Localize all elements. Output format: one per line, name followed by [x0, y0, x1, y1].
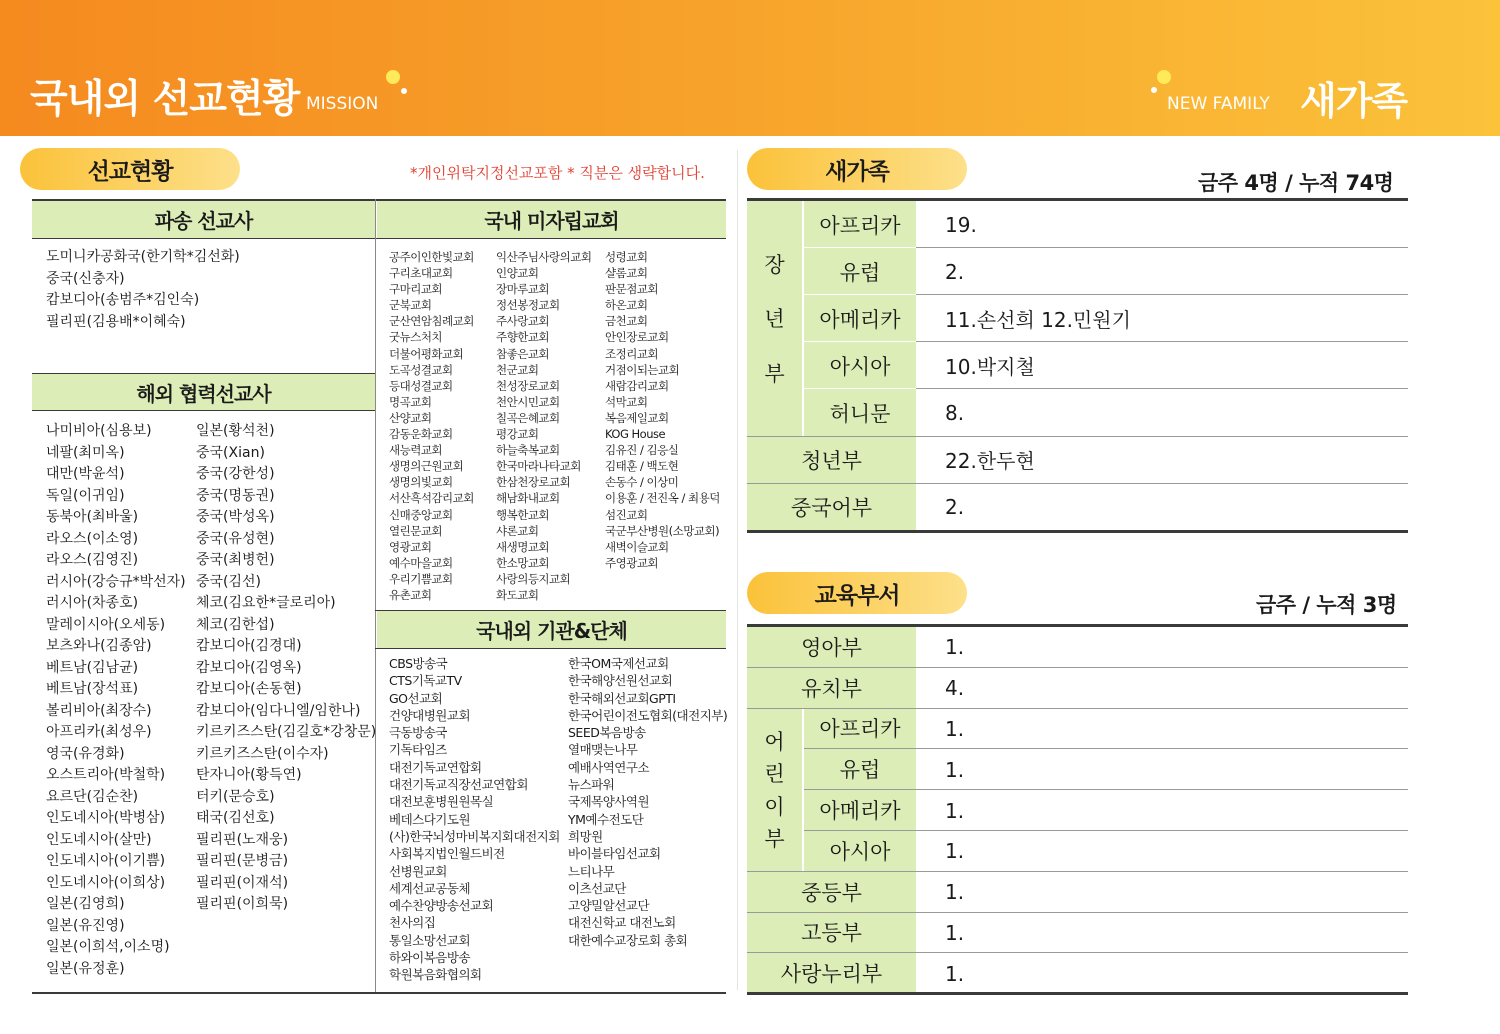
list-item: 사회복지법인월드비전 — [389, 846, 505, 862]
row-value: 4. — [945, 676, 965, 701]
list-item: 산양교회 — [389, 410, 432, 425]
row-separator — [916, 247, 1408, 248]
list-item: 정선봉정교회 — [496, 298, 560, 313]
list-item: 캄보디아(김경대) — [196, 638, 302, 654]
list-item: 필리핀(이희묵) — [196, 896, 289, 912]
list-item: 인도네시아(살만) — [46, 831, 152, 848]
list-item: 하늘축복교회 — [496, 443, 560, 458]
list-item: 판문점교회 — [605, 282, 659, 297]
list-item: SEED복음방송 — [568, 725, 646, 741]
list-item: 김태훈 / 백도현 — [605, 459, 679, 474]
list-item: 한소망교회 — [496, 555, 550, 570]
row-label: 유치부 — [747, 668, 916, 708]
list-item: 일본(유진영) — [46, 917, 125, 934]
list-item: 대전보훈병원원목실 — [389, 794, 494, 810]
list-item: 조정리교회 — [605, 346, 659, 361]
row-value: 1. — [945, 635, 965, 660]
list-item: 주사랑교회 — [496, 314, 550, 329]
list-item: 영광교회 — [389, 539, 432, 554]
list-item: 이용훈 / 전진옥 / 최용덕 — [605, 491, 720, 506]
list-item: 굿뉴스처치 — [389, 330, 443, 345]
list-item: 베트남(김남균) — [46, 659, 139, 676]
row-label: 청년부 — [747, 437, 916, 483]
education-pill: 교육부서 — [747, 572, 967, 614]
list-item: 러시아(차종호) — [46, 595, 139, 611]
list-item: 한국해외선교회GPTI — [568, 690, 676, 706]
list-item: 금천교회 — [605, 314, 648, 329]
list-item: 캄보디아(김영옥) — [196, 659, 302, 676]
list-item: 중국(김선) — [196, 573, 262, 590]
list-item: 샤론교회 — [496, 523, 539, 538]
list-item: 건양대병원교회 — [389, 707, 471, 723]
list-item: 천군교회 — [496, 362, 539, 377]
list-item: 군북교회 — [389, 298, 432, 313]
list-item: 도곡성결교회 — [389, 362, 453, 377]
divider-rule — [32, 410, 375, 411]
dot-icon — [1157, 70, 1171, 84]
mission-pill: 선교현황 — [20, 148, 240, 190]
list-item: 베트남(장석표) — [46, 681, 139, 697]
list-item: 주영광교회 — [605, 555, 659, 570]
list-item: 안인장로교회 — [605, 330, 669, 345]
list-item: 섬진교회 — [605, 507, 648, 522]
list-item: 더불어평화교회 — [389, 346, 464, 361]
header-banner — [0, 0, 1500, 136]
list-item: 화도교회 — [496, 587, 539, 602]
list-item: 한국마라나타교회 — [496, 459, 581, 474]
row-value: 1. — [945, 920, 965, 945]
group-label-char: 이 — [764, 794, 785, 819]
list-item: 대전신학교 대전노회 — [568, 915, 676, 931]
row-value: 1. — [945, 839, 965, 864]
list-item: YM예수전도단 — [568, 811, 644, 827]
orgs-list-col1 — [389, 655, 560, 984]
list-item: 우리기쁨교회 — [389, 571, 453, 586]
list-item: 일본(황석천) — [196, 423, 275, 439]
list-item: 대만(박윤석) — [46, 466, 125, 482]
list-item: 필리핀(노재웅) — [196, 831, 289, 848]
list-item: 학원복음화협의회 — [389, 967, 482, 983]
list-item: 석막교회 — [605, 394, 648, 409]
list-item: CBS방송국 — [389, 656, 448, 671]
list-item: 해남화내교회 — [496, 491, 560, 506]
list-item: 뉴스파워 — [568, 777, 615, 793]
row-value: 2. — [945, 494, 965, 519]
row-label: 중등부 — [747, 872, 916, 912]
list-item: 한국OM국제선교회 — [568, 656, 669, 671]
list-item: 샬롬교회 — [605, 266, 648, 281]
newfamily-stat: 금주 4명 / 누적 74명 — [1198, 171, 1394, 195]
list-item: 국군부산병원(소망교회) — [605, 523, 720, 538]
list-item: 유촌교회 — [389, 587, 432, 602]
list-item: 예수찬양방송선교회 — [389, 898, 494, 914]
list-item: 중국(강한성) — [196, 466, 275, 482]
domestic-heading: 국내 미자립교회 — [377, 201, 726, 238]
mission-subtitle: MISSION — [306, 94, 379, 114]
newfamily-pill: 새가족 — [747, 148, 967, 190]
list-item: 장마루교회 — [496, 282, 550, 297]
list-item: 김유진 / 김응실 — [605, 443, 679, 458]
dispatched-list — [46, 247, 240, 333]
list-item: 공주이인한빛교회 — [389, 250, 474, 264]
list-item: 탄자니아(황득연) — [196, 767, 302, 783]
list-item: 감동운화교회 — [389, 427, 453, 442]
list-item: 중국(명동권) — [196, 487, 275, 504]
mission-title: 국내외 선교현황 — [30, 77, 300, 122]
domestic-list-col1 — [389, 249, 474, 603]
education-stat: 금주 / 누적 3명 — [1256, 593, 1397, 617]
list-item: 오스트리아(박철학) — [46, 767, 166, 783]
list-item: 서산흑석감리교회 — [389, 491, 474, 506]
row-label: 유럽 — [804, 749, 916, 789]
row-label: 아프리카 — [804, 201, 916, 248]
group-label-char: 린 — [764, 762, 785, 787]
newfamily-title: 새가족 — [1300, 79, 1408, 123]
orgs-heading: 국내외 기관&단체 — [377, 611, 726, 648]
list-item: 중국(유성현) — [196, 530, 275, 547]
page-divider — [737, 150, 738, 990]
list-item: 말레이시아(오세동) — [46, 616, 166, 633]
row-separator — [916, 388, 1408, 389]
divider-rule — [32, 238, 726, 239]
list-item: 사랑의등지교회 — [496, 571, 571, 586]
list-item: 새벽이슬교회 — [605, 539, 669, 554]
list-item: 라오스(이소영) — [46, 530, 139, 547]
list-item: 새람감리교회 — [605, 378, 669, 393]
list-item: (사)한국뇌성마비복지회대전지회 — [389, 828, 560, 844]
list-item: 행복한교회 — [496, 507, 550, 522]
list-item: 천성장로교회 — [496, 378, 560, 393]
list-item: 아프리카(최성우) — [46, 724, 152, 740]
list-item: KOG House — [605, 427, 666, 442]
row-value: 19. — [945, 212, 977, 237]
list-item: 영국(유경화) — [46, 745, 125, 762]
list-item: 인도네시아(이기쁨) — [46, 853, 166, 869]
dot-icon — [1151, 87, 1157, 93]
row-label: 아시아 — [804, 831, 916, 871]
overseas-list-col2 — [196, 421, 376, 916]
list-item: 하온교회 — [605, 298, 648, 313]
list-item: 대한예수교장로회 총회 — [568, 932, 688, 948]
list-item: 태국(김선호) — [196, 810, 275, 826]
list-item: 라오스(김영진) — [46, 552, 139, 568]
list-item: 보츠와나(김종암) — [46, 638, 152, 654]
list-item: 느티나무 — [568, 863, 615, 879]
list-item: 동북아(최바울) — [46, 509, 139, 525]
divider-rule — [32, 992, 726, 994]
list-item: 바이블타임선교회 — [568, 846, 661, 862]
group-label-char: 어 — [764, 730, 785, 755]
list-item: 캄보디아(송범주*김인숙) — [46, 292, 200, 308]
group-label-char: 부 — [764, 362, 785, 387]
list-item: 열매맺는나무 — [568, 742, 638, 758]
row-label: 아메리카 — [804, 295, 916, 342]
overseas-list-col1 — [46, 421, 186, 980]
divider-rule — [747, 530, 1408, 533]
row-label: 아프리카 — [804, 709, 916, 749]
list-item: 러시아(강승규*박선자) — [46, 573, 186, 590]
divider-rule — [375, 648, 726, 649]
list-item: 천사의집 — [389, 915, 436, 931]
newfamily-subtitle: NEW FAMILY — [1167, 94, 1270, 114]
list-item: 주향한교회 — [496, 330, 550, 345]
row-value: 11.손선희 12.민원기 — [945, 308, 1131, 332]
group-label — [747, 201, 802, 436]
list-item: 일본(김영희) — [46, 896, 125, 912]
list-item: 익산주님사랑의교회 — [496, 250, 592, 264]
list-item: CTS기독교TV — [389, 673, 462, 689]
group-label — [747, 709, 802, 871]
row-label: 유럽 — [804, 248, 916, 295]
list-item: 인도네시아(박병삼) — [46, 810, 166, 826]
list-item: 중국(신충자) — [46, 270, 125, 287]
list-item: 기독타임즈 — [389, 742, 447, 758]
list-item: 손동수 / 이상미 — [605, 475, 679, 490]
list-item: 복음제일교회 — [605, 410, 669, 425]
group-label-text — [764, 236, 784, 401]
list-item: 키르키즈스탄(이수자) — [196, 745, 329, 762]
dot-icon — [386, 70, 400, 84]
list-item: 등대성결교회 — [389, 378, 453, 393]
list-item: 생명의근원교회 — [389, 459, 464, 474]
list-item: 평강교회 — [496, 427, 539, 442]
list-item: 체코(김요한*글로리아) — [196, 595, 336, 611]
row-value: 1. — [945, 880, 965, 905]
list-item: 이츠선교단 — [568, 880, 626, 896]
list-item: 신매중앙교회 — [389, 507, 453, 522]
list-item: 명곡교회 — [389, 394, 432, 409]
overseas-heading: 해외 협력선교사 — [32, 374, 375, 410]
row-value: 1. — [945, 961, 965, 986]
list-item: 통일소망선교회 — [389, 932, 471, 948]
row-value: 10.박지철 — [945, 355, 1035, 379]
list-item: 예배사역연구소 — [568, 759, 650, 775]
row-value: 22.한두현 — [945, 449, 1035, 473]
group-label-char: 년 — [764, 307, 785, 332]
group-label-char: 장 — [764, 252, 785, 277]
domestic-list-col2 — [496, 249, 591, 603]
list-item: 일본(이희석,이소명) — [46, 939, 170, 955]
list-item: 나미비아(심용보) — [46, 423, 152, 439]
mission-note: *개인위탁지정선교포함 * 직분은 생략합니다. — [410, 164, 705, 182]
list-item: 새생명교회 — [496, 539, 550, 554]
list-item: 캄보디아(임다니엘/임한나) — [196, 702, 361, 719]
list-item: 고양밀알선교단 — [568, 898, 650, 914]
list-item: 생명의빛교회 — [389, 475, 453, 490]
list-item: 구리초대교회 — [389, 266, 453, 281]
list-item: 볼리비아(최장수) — [46, 702, 152, 719]
list-item: 네팔(최미옥) — [46, 444, 125, 461]
row-value: 1. — [945, 716, 965, 741]
list-item: 구마리교회 — [389, 282, 443, 297]
row-label: 아메리카 — [804, 790, 916, 830]
list-item: 천안시민교회 — [496, 394, 560, 409]
list-item: 인양교회 — [496, 266, 539, 281]
list-item: 터키(문승호) — [196, 788, 275, 805]
list-item: 중국(박성옥) — [196, 509, 275, 525]
list-item: 캄보디아(손동현) — [196, 681, 302, 697]
orgs-list-col2 — [568, 655, 727, 949]
list-item: 독일(이귀임) — [46, 487, 125, 504]
list-item: 중국(Xian) — [196, 444, 265, 461]
list-item: 한국해양선원선교회 — [568, 673, 673, 689]
list-item: 국제목양사역원 — [568, 794, 650, 810]
group-label-char: 부 — [764, 827, 785, 852]
list-item: 필리핀(김용배*이혜숙) — [46, 313, 186, 330]
list-item: 군산연암침례교회 — [389, 314, 474, 329]
row-label: 영아부 — [747, 627, 916, 667]
row-label: 고등부 — [747, 913, 916, 953]
list-item: 칠곡은혜교회 — [496, 410, 560, 425]
list-item: 하와이복음방송 — [389, 950, 471, 966]
list-item: 일본(유정훈) — [46, 960, 125, 977]
row-value: 1. — [945, 757, 965, 782]
list-item: 열린문교회 — [389, 523, 443, 538]
dot-icon — [401, 88, 407, 94]
list-item: 새능력교회 — [389, 443, 443, 458]
divider-rule — [747, 992, 1408, 995]
row-value: 1. — [945, 798, 965, 823]
list-item: 참좋은교회 — [496, 346, 550, 361]
row-label: 사랑누리부 — [747, 953, 916, 993]
list-item: 필리핀(이재석) — [196, 874, 289, 891]
domestic-list-col3 — [605, 249, 720, 571]
list-item: 필리핀(문병금) — [196, 853, 289, 869]
row-label: 허니문 — [804, 389, 916, 436]
list-item: 성령교회 — [605, 250, 648, 264]
list-item: GO선교회 — [389, 690, 443, 706]
list-item: 선병원교회 — [389, 863, 447, 879]
row-label: 아시아 — [804, 342, 916, 389]
list-item: 대전기독교연합회 — [389, 759, 482, 775]
list-item: 예수마을교회 — [389, 555, 453, 570]
group-label-text — [764, 725, 784, 855]
row-value: 2. — [945, 259, 965, 284]
list-item: 한삼천장로교회 — [496, 475, 571, 490]
list-item: 베데스다기도원 — [389, 811, 471, 827]
list-item: 한국어린이전도협회(대전지부) — [568, 707, 728, 723]
list-item: 중국(최병헌) — [196, 552, 275, 568]
list-item: 희망원 — [568, 828, 603, 844]
list-item: 극동방송국 — [389, 725, 447, 741]
list-item: 세계선교공동체 — [389, 880, 471, 896]
row-label: 중국어부 — [747, 484, 916, 530]
list-item: 도미니카공화국(한기학*김선화) — [46, 249, 240, 265]
list-item: 인도네시아(이희상) — [46, 874, 166, 891]
list-item: 키르키즈스탄(김길호*강창문) — [196, 724, 377, 740]
dispatched-heading: 파송 선교사 — [32, 201, 375, 238]
list-item: 요르단(김순찬) — [46, 788, 139, 805]
list-item: 체코(김한섭) — [196, 616, 275, 633]
list-item: 대전기독교직장선교연합회 — [389, 777, 528, 793]
row-value: 8. — [945, 400, 965, 425]
list-item: 거점이되는교회 — [605, 362, 680, 377]
